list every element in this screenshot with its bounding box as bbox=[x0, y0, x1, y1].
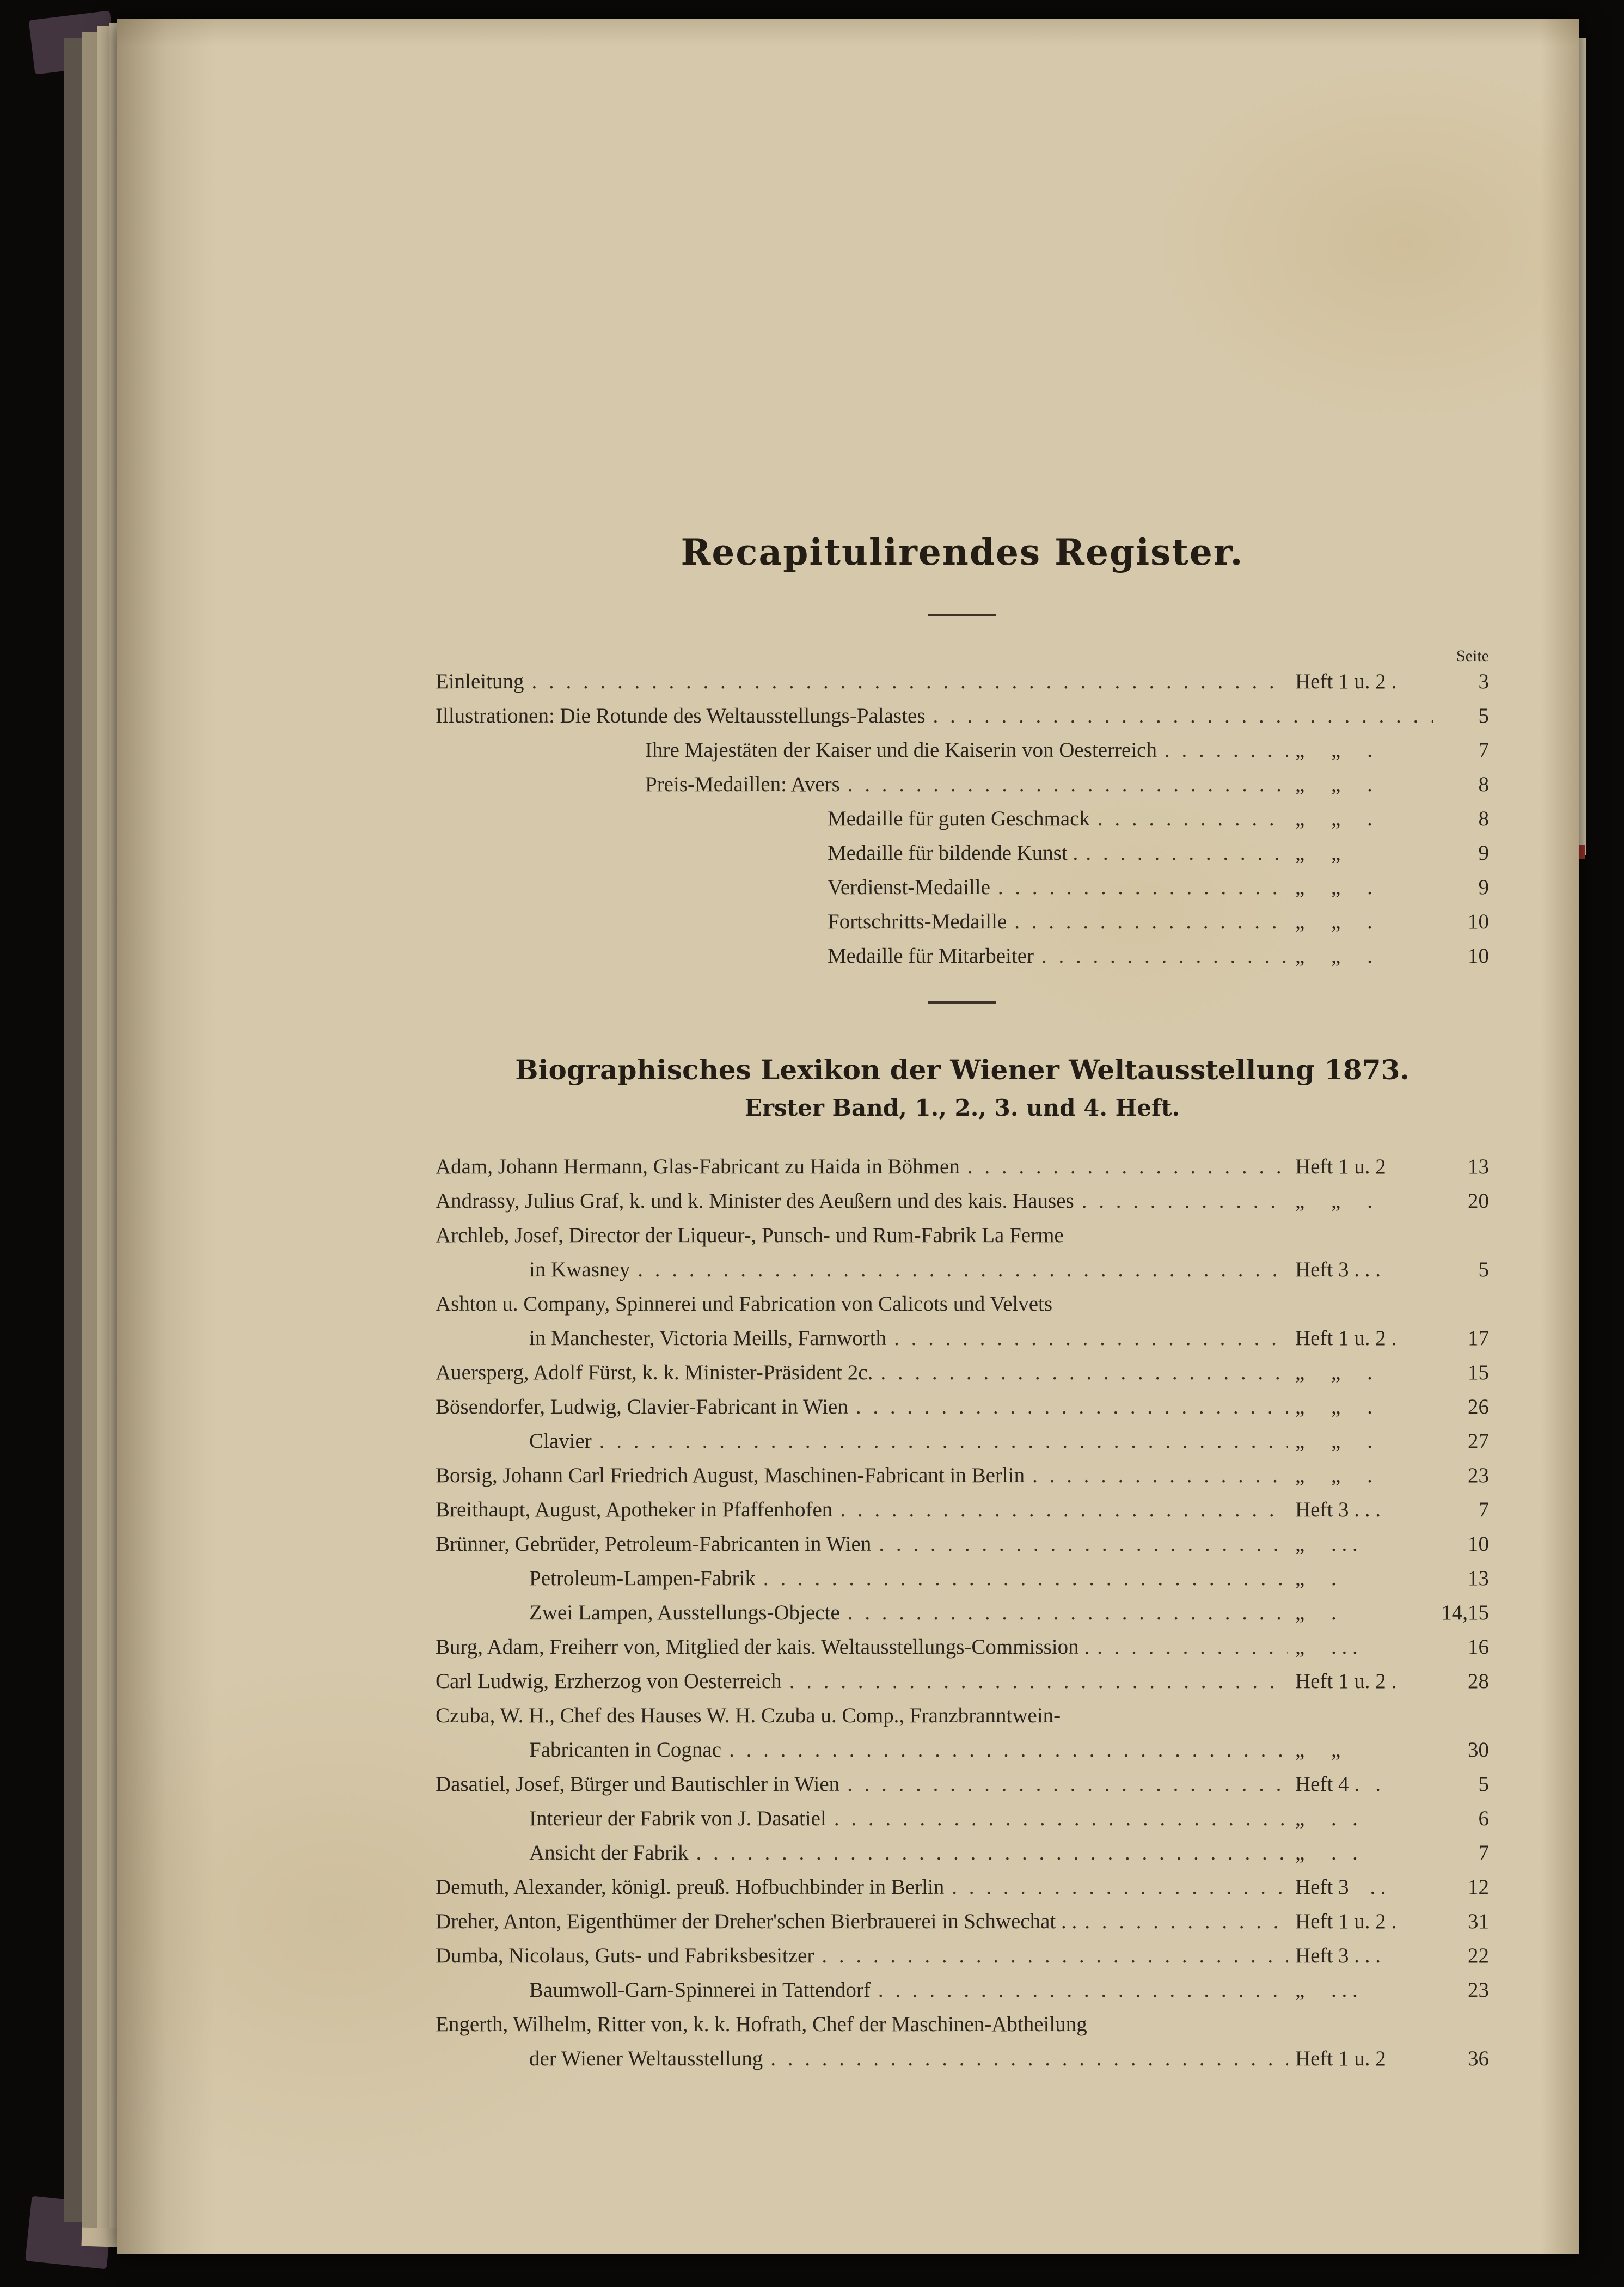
entry-row bbox=[436, 1836, 1489, 1870]
entry-row bbox=[436, 2041, 1489, 2076]
entry-text: Brünner, Gebrüder, Petroleum-Fabricanten in Wien bbox=[436, 1532, 872, 1556]
dot-leader bbox=[599, 1424, 1288, 1458]
entry-row bbox=[436, 1801, 1489, 1836]
entry-text: Dumba, Nicolaus, Guts- und Fabriksbesitzer bbox=[436, 1944, 814, 1967]
dot-leader bbox=[894, 1321, 1288, 1355]
entry-text: in Manchester, Victoria Meills, Farnworth bbox=[529, 1326, 887, 1350]
entry-row bbox=[436, 1184, 1489, 1218]
entry-text: Bösendorfer, Ludwig, Clavier-Fabricant in Wien bbox=[436, 1395, 848, 1418]
dot-leader bbox=[1084, 1904, 1288, 1939]
heft-reference: „ . . . bbox=[1295, 1635, 1358, 1659]
dot-leader bbox=[967, 1149, 1288, 1184]
heft-reference: „ „ . bbox=[1295, 1429, 1372, 1453]
dot-leader bbox=[770, 2041, 1288, 2076]
heft-reference: „ . . bbox=[1295, 1807, 1358, 1830]
dot-leader bbox=[847, 1767, 1288, 1801]
entry-text: Illustrationen: Die Rotunde des Weltausstellungs-Palastes bbox=[436, 704, 926, 727]
entry-row bbox=[436, 939, 1489, 973]
heft-reference: „ . . bbox=[1295, 1841, 1358, 1864]
heft-reference: Heft 1 u. 2 . bbox=[1295, 1326, 1397, 1350]
dot-leader bbox=[1041, 939, 1288, 973]
heft-reference: Heft 3 . . bbox=[1295, 1875, 1386, 1899]
dot-leader bbox=[952, 1870, 1288, 1904]
entry-text: Adam, Johann Hermann, Glas-Fabricant zu Haida in Böhmen bbox=[436, 1155, 960, 1178]
section-title: Biographisches Lexikon der Wiener Weltausstellung 1873. bbox=[515, 1054, 1409, 1086]
dot-leader bbox=[638, 1252, 1288, 1287]
heft-reference: „ . bbox=[1295, 1567, 1337, 1590]
seite-header bbox=[436, 648, 1489, 664]
page-number: 22 bbox=[1468, 1944, 1489, 1967]
page-number: 23 bbox=[1468, 1978, 1489, 2002]
heft-reference: „ „ . bbox=[1295, 1361, 1372, 1384]
entry-text: Petroleum-Lampen-Fabrik bbox=[529, 1567, 756, 1590]
dot-leader bbox=[880, 1355, 1288, 1390]
page-number: 10 bbox=[1468, 944, 1489, 968]
entry-row bbox=[436, 1390, 1489, 1424]
page-number: 7 bbox=[1478, 1498, 1489, 1521]
entry-row bbox=[436, 1595, 1489, 1630]
entry-text: Zwei Lampen, Ausstellungs-Objecte bbox=[529, 1601, 840, 1624]
heft-reference: „ „ . bbox=[1295, 1189, 1372, 1213]
page-number: 12 bbox=[1468, 1875, 1489, 1899]
dot-leader bbox=[840, 1493, 1288, 1527]
entry-text: Andrassy, Julius Graf, k. und k. Minister des Aeußern und des kais. Hauses bbox=[436, 1189, 1074, 1213]
entry-text: Clavier bbox=[529, 1429, 592, 1453]
dot-leader bbox=[848, 1595, 1288, 1630]
dot-leader bbox=[1097, 1630, 1288, 1664]
dot-leader bbox=[878, 1973, 1288, 2007]
heft-reference: Heft 3 . . . bbox=[1295, 1498, 1381, 1521]
heft-reference: Heft 1 u. 2 . bbox=[1295, 670, 1397, 693]
entry-text: Auersperg, Adolf Fürst, k. k. Minister-Präsident 2c. bbox=[436, 1361, 873, 1384]
entry-text: Dreher, Anton, Eigenthümer der Dreher'schen Bierbrauerei in Schwechat . . bbox=[436, 1910, 1077, 1933]
page-number: 5 bbox=[1478, 1258, 1489, 1281]
entry-row bbox=[436, 1870, 1489, 1904]
heft-reference: Heft 1 u. 2 bbox=[1295, 1155, 1386, 1178]
entry-row bbox=[436, 2007, 1489, 2041]
entry-text: Preis-Medaillen: Avers bbox=[645, 773, 840, 796]
dot-leader bbox=[1098, 802, 1288, 836]
dot-leader bbox=[998, 870, 1288, 904]
entry-row bbox=[436, 767, 1489, 802]
entry-row bbox=[436, 1287, 1489, 1321]
entry-row bbox=[436, 836, 1489, 870]
heft-reference: „ „ . bbox=[1295, 1464, 1372, 1487]
heft-reference: „ „ bbox=[1295, 841, 1341, 865]
page-number: 8 bbox=[1478, 773, 1489, 796]
page-number: 27 bbox=[1468, 1429, 1489, 1453]
dot-leader bbox=[856, 1390, 1288, 1424]
page-number: 16 bbox=[1468, 1635, 1489, 1659]
entry-text: Dasatiel, Josef, Bürger und Bautischler in Wien bbox=[436, 1772, 840, 1796]
book-page bbox=[117, 19, 1579, 2254]
entry-text: Medaille für Mitarbeiter bbox=[828, 944, 1034, 968]
page-number: 10 bbox=[1468, 910, 1489, 933]
dot-leader bbox=[879, 1527, 1288, 1561]
entry-text: in Kwasney bbox=[529, 1258, 630, 1281]
page-number: 9 bbox=[1478, 876, 1489, 899]
heft-reference: Heft 4 . . bbox=[1295, 1772, 1381, 1796]
heft-reference: „ . . . bbox=[1295, 1532, 1358, 1556]
dot-leader bbox=[1014, 904, 1288, 939]
entry-text: Breithaupt, August, Apotheker in Pfaffenhofen bbox=[436, 1498, 833, 1521]
page-number: 20 bbox=[1468, 1189, 1489, 1213]
entry-text: Archleb, Josef, Director der Liqueur-, Punsch- und Rum-Fabrik La Ferme bbox=[436, 1224, 1064, 1247]
entry-text: Baumwoll-Garn-Spinnerei in Tattendorf bbox=[529, 1978, 871, 2002]
entry-text: Interieur der Fabrik von J. Dasatiel bbox=[529, 1807, 826, 1830]
page-number: 28 bbox=[1468, 1670, 1489, 1693]
entry-text: Burg, Adam, Freiherr von, Mitglied der kais. Weltausstellungs-Commission . bbox=[436, 1635, 1090, 1659]
heft-reference: Heft 1 u. 2 . bbox=[1295, 1670, 1397, 1693]
page-number: 14,15 bbox=[1441, 1601, 1489, 1624]
entry-row bbox=[436, 1493, 1489, 1527]
entry-row bbox=[436, 664, 1489, 699]
page-content bbox=[436, 19, 1489, 2076]
heft-reference: Heft 3 . . . bbox=[1295, 1944, 1381, 1967]
heft-reference: „ „ bbox=[1295, 1738, 1341, 1762]
entry-row bbox=[436, 1218, 1489, 1252]
entry-row bbox=[436, 733, 1489, 767]
page-number: 7 bbox=[1478, 1841, 1489, 1864]
page-number: 15 bbox=[1468, 1361, 1489, 1384]
entry-row bbox=[436, 1973, 1489, 2007]
entry-row bbox=[436, 1252, 1489, 1287]
entry-text: Verdienst-Medaille bbox=[828, 876, 990, 899]
heft-reference: „ „ . bbox=[1295, 773, 1372, 796]
page-number: 13 bbox=[1468, 1567, 1489, 1590]
page-number: 8 bbox=[1478, 807, 1489, 830]
heft-reference: Heft 1 u. 2 bbox=[1295, 2047, 1386, 2070]
page-number: 5 bbox=[1478, 1772, 1489, 1796]
page-number: 13 bbox=[1468, 1155, 1489, 1178]
entry-row bbox=[436, 1424, 1489, 1458]
entry-row bbox=[436, 699, 1489, 733]
entry-row bbox=[436, 1561, 1489, 1595]
heft-reference: „ . bbox=[1295, 1601, 1337, 1624]
entry-text: Medaille für bildende Kunst . bbox=[828, 841, 1078, 865]
entry-text: Ansicht der Fabrik bbox=[529, 1841, 689, 1864]
entry-row bbox=[436, 1527, 1489, 1561]
entry-text: Ashton u. Company, Spinnerei und Fabrication von Calicots und Velvets bbox=[436, 1292, 1053, 1316]
entry-text: Borsig, Johann Carl Friedrich August, Maschinen-Fabricant in Berlin bbox=[436, 1464, 1025, 1487]
dot-leader bbox=[1086, 836, 1288, 870]
divider-middle bbox=[928, 1001, 996, 1004]
heft-reference: „ . . . bbox=[1295, 1978, 1358, 2002]
heft-reference: „ „ . bbox=[1295, 1395, 1372, 1418]
dot-leader bbox=[729, 1733, 1288, 1767]
entry-text: Medaille für guten Geschmack bbox=[828, 807, 1090, 830]
divider-top bbox=[928, 614, 996, 616]
seite-label: Seite bbox=[1456, 647, 1489, 665]
page-number: 23 bbox=[1468, 1464, 1489, 1487]
page-stack-edge-1 bbox=[82, 32, 98, 2231]
entry-row bbox=[436, 1939, 1489, 1973]
heft-reference: Heft 1 u. 2 . bbox=[1295, 1910, 1397, 1933]
entry-row bbox=[436, 1904, 1489, 1939]
page-number: 31 bbox=[1468, 1910, 1489, 1933]
dot-leader bbox=[789, 1664, 1288, 1698]
entry-row bbox=[436, 1321, 1489, 1355]
entry-row bbox=[436, 1355, 1489, 1390]
entry-row bbox=[436, 802, 1489, 836]
entry-text: der Wiener Weltausstellung bbox=[529, 2047, 763, 2070]
dot-leader bbox=[822, 1939, 1288, 1973]
section-subtitle: Erster Band, 1., 2., 3. und 4. Heft. bbox=[744, 1094, 1180, 1121]
page-number: 9 bbox=[1478, 841, 1489, 865]
entry-row bbox=[436, 1664, 1489, 1698]
entry-text: Fabricanten in Cognac bbox=[529, 1738, 722, 1762]
entry-row bbox=[436, 1630, 1489, 1664]
page-number: 17 bbox=[1468, 1326, 1489, 1350]
heft-reference: „ „ . bbox=[1295, 910, 1372, 933]
page-number: 5 bbox=[1478, 704, 1489, 727]
page-number: 26 bbox=[1468, 1395, 1489, 1418]
entry-text: Demuth, Alexander, königl. preuß. Hofbuchbinder in Berlin bbox=[436, 1875, 945, 1899]
dot-leader bbox=[933, 699, 1434, 733]
entry-row bbox=[436, 870, 1489, 904]
page-number: 3 bbox=[1478, 670, 1489, 693]
entry-row bbox=[436, 904, 1489, 939]
dot-leader bbox=[834, 1801, 1288, 1836]
lexikon-list bbox=[436, 1149, 1489, 2076]
page-title: Recapitulirendes Register. bbox=[681, 531, 1244, 573]
page-number: 30 bbox=[1468, 1738, 1489, 1762]
heft-reference: „ „ . bbox=[1295, 876, 1372, 899]
entry-text: Czuba, W. H., Chef des Hauses W. H. Czuba u. Comp., Franzbranntwein- bbox=[436, 1704, 1061, 1727]
right-page-edge bbox=[1578, 38, 1586, 855]
page-number: 7 bbox=[1478, 738, 1489, 762]
dot-leader bbox=[1032, 1458, 1288, 1493]
heft-reference: „ „ . bbox=[1295, 738, 1372, 762]
entry-row bbox=[436, 1458, 1489, 1493]
dot-leader bbox=[848, 767, 1288, 802]
entry-row bbox=[436, 1767, 1489, 1801]
page-number: 36 bbox=[1468, 2047, 1489, 2070]
heft-reference: „ „ . bbox=[1295, 944, 1372, 968]
entry-text: Einleitung bbox=[436, 670, 524, 693]
entry-text: Engerth, Wilhelm, Ritter von, k. k. Hofrath, Chef der Maschinen-Abtheilung bbox=[436, 2013, 1087, 2036]
entry-row bbox=[436, 1149, 1489, 1184]
entry-row bbox=[436, 1698, 1489, 1733]
entry-text: Carl Ludwig, Erzherzog von Oesterreich bbox=[436, 1670, 782, 1693]
heft-reference: Heft 3 . . . bbox=[1295, 1258, 1381, 1281]
dot-leader bbox=[531, 664, 1288, 699]
dot-leader bbox=[696, 1836, 1288, 1870]
fore-edge-mark bbox=[1579, 845, 1585, 859]
entry-text: Ihre Majestäten der Kaiser und die Kaiserin von Oesterreich bbox=[645, 738, 1157, 762]
entry-row bbox=[436, 1733, 1489, 1767]
dot-leader bbox=[1165, 733, 1288, 767]
dot-leader bbox=[1082, 1184, 1288, 1218]
dot-leader bbox=[763, 1561, 1288, 1595]
page-number: 10 bbox=[1468, 1532, 1489, 1556]
page-number: 6 bbox=[1478, 1807, 1489, 1830]
heft-reference: „ „ . bbox=[1295, 807, 1372, 830]
page-stack-edge-2 bbox=[97, 26, 110, 2237]
book-spine-edge bbox=[64, 38, 83, 2222]
entry-text: Fortschritts-Medaille bbox=[828, 910, 1007, 933]
register-list bbox=[436, 664, 1489, 973]
